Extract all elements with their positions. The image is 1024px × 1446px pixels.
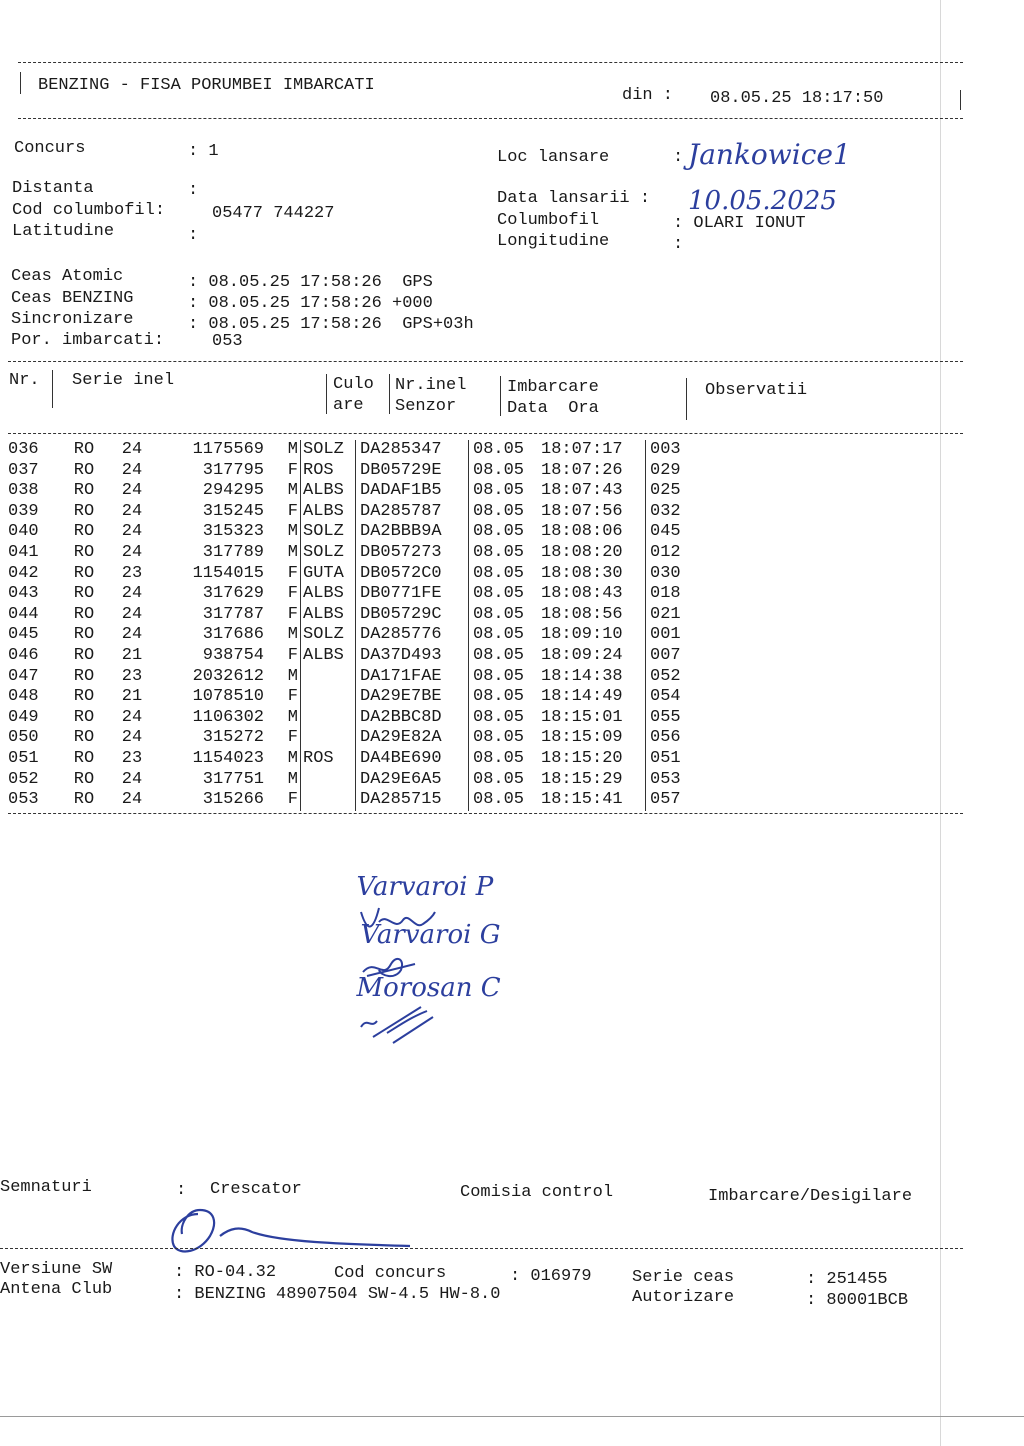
table-row <box>8 708 710 729</box>
columbofil-label: Columbofil <box>497 211 600 230</box>
cell-color: GUTA <box>301 564 356 585</box>
cell-sensor-id: DB05729E <box>356 461 469 482</box>
loc-lansare-colon: : <box>673 148 684 167</box>
cell-ring-year: 24 <box>121 542 143 562</box>
cell-observation: 003 <box>650 440 681 459</box>
serie-ceas-value: : 251455 <box>806 1270 888 1289</box>
cell-color: ALBS <box>301 646 356 667</box>
cell-sensor-id: DADAF1B5 <box>356 481 469 502</box>
header-left-bar <box>20 72 21 94</box>
cell-color <box>301 790 356 811</box>
signature-morosan-c: Morosan C <box>340 943 501 1047</box>
cell-sex: M <box>276 522 301 543</box>
antena-club-label: Antena Club <box>0 1280 113 1299</box>
cell-boarding-time: 18:15:41 <box>541 790 646 811</box>
cell-sensor-id: DA285715 <box>356 790 469 811</box>
col-header-nr-inel: Nr.inel <box>395 376 467 395</box>
cell-sensor-id: DA2BBB9A <box>356 522 469 543</box>
cell-boarding-date: 08.05 <box>473 501 525 521</box>
header-top-rule <box>18 62 963 63</box>
concurs-label: Concurs <box>14 139 86 158</box>
cell-boarding-date: 08.05 <box>473 481 525 501</box>
cell-row-number: 049 <box>8 707 39 727</box>
cell-ring-number: 317787 <box>202 604 264 624</box>
cell-sex: F <box>276 790 301 811</box>
cell-ring-number: 315272 <box>202 728 264 748</box>
cell-country-code: RO <box>73 563 95 583</box>
col-header-culo: Culo <box>333 375 374 394</box>
data-lansarii-label: Data lansarii : <box>497 189 651 208</box>
col-header-senzor: Senzor <box>395 397 457 416</box>
cell-observation: 057 <box>650 790 681 810</box>
cell-observation: 032 <box>650 501 681 521</box>
cell-ring-number: 315323 <box>202 522 264 542</box>
cell-ring-year: 24 <box>121 440 143 459</box>
cell-row-number: 038 <box>8 481 39 501</box>
cell-ring-number: 317789 <box>202 542 264 562</box>
distanta-colon: : <box>188 181 199 200</box>
cell-ring-number: 1154015 <box>192 563 264 583</box>
cell-country-code: RO <box>73 440 95 459</box>
cell-sensor-id: DB057273 <box>356 543 469 564</box>
latitudine-label: Latitudine <box>12 222 115 241</box>
cell-country-code: RO <box>73 707 95 727</box>
table-row <box>8 605 710 626</box>
cell-boarding-date: 08.05 <box>473 542 525 562</box>
table-row <box>8 584 710 605</box>
din-label: din : <box>622 86 674 105</box>
cell-country-code: RO <box>73 542 95 562</box>
cell-country-code: RO <box>73 460 95 480</box>
header-bottom-rule <box>18 118 963 119</box>
table-row <box>8 522 710 543</box>
cell-observation: 052 <box>650 666 681 686</box>
cell-row-number: 039 <box>8 501 39 521</box>
cell-observation: 029 <box>650 460 681 480</box>
cell-observation: 054 <box>650 687 681 707</box>
cell-country-code: RO <box>73 584 95 604</box>
cell-sensor-id: DB05729C <box>356 605 469 626</box>
cell-boarding-time: 18:07:43 <box>541 481 646 502</box>
din-value: 08.05.25 18:17:50 <box>710 89 884 108</box>
table-row <box>8 749 710 770</box>
cell-sex: M <box>276 625 301 646</box>
cell-sensor-id: DB0572C0 <box>356 564 469 585</box>
cell-color: ALBS <box>301 605 356 626</box>
cell-ring-number: 1175569 <box>192 440 264 459</box>
cell-boarding-date: 08.05 <box>473 625 525 645</box>
imbarcare-desigilare-label: Imbarcare/Desigilare <box>708 1187 913 1206</box>
cell-ring-number: 317629 <box>202 584 264 604</box>
cell-boarding-time: 18:08:43 <box>541 584 646 605</box>
cell-sex: M <box>276 770 301 791</box>
cell-ring-year: 21 <box>121 645 143 665</box>
cell-boarding-date: 08.05 <box>473 440 525 459</box>
col-divider <box>500 376 501 416</box>
longitudine-label: Longitudine <box>497 232 610 251</box>
cell-row-number: 051 <box>8 748 39 768</box>
table-row <box>8 667 710 688</box>
cell-sex: F <box>276 605 301 626</box>
cell-boarding-time: 18:07:17 <box>541 440 646 461</box>
cell-color: SOLZ <box>301 440 356 461</box>
cell-sex: F <box>276 584 301 605</box>
cell-boarding-time: 18:14:38 <box>541 667 646 688</box>
cell-sensor-id: DA37D493 <box>356 646 469 667</box>
cell-country-code: RO <box>73 728 95 748</box>
cell-observation: 018 <box>650 584 681 604</box>
cell-color <box>301 728 356 749</box>
cell-boarding-date: 08.05 <box>473 748 525 768</box>
cell-color: ALBS <box>301 502 356 523</box>
crescator-label: Crescator <box>210 1180 302 1199</box>
cell-ring-year: 23 <box>121 666 143 686</box>
cell-row-number: 045 <box>8 625 39 645</box>
cell-ring-year: 24 <box>121 625 143 645</box>
cell-ring-year: 24 <box>121 769 143 789</box>
cell-observation: 053 <box>650 769 681 789</box>
cell-sex: F <box>276 728 301 749</box>
table-row <box>8 502 710 523</box>
cell-boarding-date: 08.05 <box>473 707 525 727</box>
cell-sensor-id: DA29E82A <box>356 728 469 749</box>
cell-boarding-date: 08.05 <box>473 769 525 789</box>
table-row <box>8 481 710 502</box>
cod-concurs-label: Cod concurs <box>334 1264 447 1283</box>
cell-country-code: RO <box>73 625 95 645</box>
sincronizare-label: Sincronizare <box>11 310 134 329</box>
col-header-observatii: Observatii <box>705 381 808 400</box>
cell-country-code: RO <box>73 522 95 542</box>
cell-row-number: 042 <box>8 563 39 583</box>
cell-sex: F <box>276 646 301 667</box>
versiune-sw-label: Versiune SW <box>0 1260 113 1279</box>
footer-rule <box>0 1248 963 1249</box>
cell-boarding-date: 08.05 <box>473 687 525 707</box>
cell-row-number: 044 <box>8 604 39 624</box>
cell-observation: 056 <box>650 728 681 748</box>
cell-country-code: RO <box>73 604 95 624</box>
cell-row-number: 036 <box>8 440 39 459</box>
cell-ring-year: 24 <box>121 604 143 624</box>
cell-sensor-id: DA29E7BE <box>356 687 469 708</box>
cell-ring-number: 1078510 <box>192 687 264 707</box>
cod-concurs-value: : 016979 <box>510 1267 592 1286</box>
semnaturi-colon: : <box>176 1181 187 1200</box>
versiune-sw-value: : RO-04.32 <box>174 1263 277 1282</box>
cell-sensor-id: DA285787 <box>356 502 469 523</box>
cell-row-number: 040 <box>8 522 39 542</box>
crescator-signature <box>160 1200 430 1260</box>
autorizare-value: : 80001BCB <box>806 1291 909 1310</box>
table-row <box>8 728 710 749</box>
cell-sex: F <box>276 502 301 523</box>
table-header-rule <box>8 433 963 434</box>
table-row <box>8 564 710 585</box>
antena-club-value: : BENZING 48907504 SW-4.5 HW-8.0 <box>174 1285 501 1304</box>
cell-ring-number: 315245 <box>202 501 264 521</box>
longitudine-colon: : <box>673 235 684 254</box>
cell-sensor-id: DA285776 <box>356 625 469 646</box>
signature-varvaroi-p: Varvaroi P <box>340 842 493 936</box>
cell-color: SOLZ <box>301 522 356 543</box>
cell-sex: M <box>276 440 301 461</box>
serie-ceas-label: Serie ceas <box>632 1268 735 1287</box>
table-row <box>8 687 710 708</box>
cell-ring-year: 24 <box>121 481 143 501</box>
cell-observation: 030 <box>650 563 681 583</box>
col-header-imbarcare: Imbarcare <box>507 378 599 397</box>
cell-boarding-time: 18:08:30 <box>541 564 646 585</box>
cell-boarding-time: 18:07:26 <box>541 461 646 482</box>
comisia-control-label: Comisia control <box>460 1183 614 1202</box>
ceas-benzing-label: Ceas BENZING <box>11 289 134 308</box>
cell-observation: 021 <box>650 604 681 624</box>
document-title: BENZING - FISA PORUMBEI IMBARCATI <box>38 76 375 95</box>
cell-row-number: 046 <box>8 645 39 665</box>
page-bottom-edge <box>0 1416 1024 1417</box>
signature-varvaroi-g: Varvaroi G <box>344 890 500 984</box>
cell-sensor-id: DA2BBC8D <box>356 708 469 729</box>
cell-observation: 001 <box>650 625 681 645</box>
cell-ring-number: 2032612 <box>192 666 264 686</box>
cell-boarding-time: 18:15:20 <box>541 749 646 770</box>
cell-color <box>301 770 356 791</box>
col-divider <box>389 374 390 414</box>
cell-ring-year: 24 <box>121 790 143 810</box>
cell-boarding-date: 08.05 <box>473 790 525 810</box>
cell-sex: M <box>276 543 301 564</box>
cell-ring-year: 23 <box>121 748 143 768</box>
cell-country-code: RO <box>73 501 95 521</box>
cell-row-number: 043 <box>8 584 39 604</box>
table-row <box>8 440 710 461</box>
cell-sex: F <box>276 687 301 708</box>
cell-boarding-date: 08.05 <box>473 728 525 748</box>
concurs-value: : 1 <box>188 142 219 161</box>
cell-row-number: 041 <box>8 542 39 562</box>
cell-ring-number: 294295 <box>202 481 264 501</box>
col-divider <box>326 374 327 414</box>
cell-ring-year: 24 <box>121 707 143 727</box>
ceas-atomic-value: : 08.05.25 17:58:26 GPS <box>188 273 433 292</box>
table-row <box>8 646 710 667</box>
cell-observation: 045 <box>650 522 681 542</box>
cell-boarding-time: 18:09:10 <box>541 625 646 646</box>
table-row <box>8 770 710 791</box>
cell-color: SOLZ <box>301 543 356 564</box>
cell-boarding-date: 08.05 <box>473 584 525 604</box>
cell-ring-number: 1154023 <box>192 748 264 768</box>
cell-boarding-date: 08.05 <box>473 645 525 665</box>
col-divider <box>686 378 687 420</box>
cell-sex: M <box>276 708 301 729</box>
cell-country-code: RO <box>73 790 95 810</box>
ceas-atomic-label: Ceas Atomic <box>11 267 124 286</box>
cell-ring-year: 23 <box>121 563 143 583</box>
cell-observation: 025 <box>650 481 681 501</box>
cell-row-number: 052 <box>8 769 39 789</box>
cell-ring-number: 317686 <box>202 625 264 645</box>
cell-ring-number: 317795 <box>202 460 264 480</box>
table-top-rule <box>8 361 963 362</box>
cell-boarding-time: 18:09:24 <box>541 646 646 667</box>
table-row <box>8 543 710 564</box>
cell-country-code: RO <box>73 687 95 707</box>
cell-boarding-date: 08.05 <box>473 666 525 686</box>
data-lansarii-handwritten: 10.05.2025 <box>688 186 837 216</box>
cell-ring-year: 24 <box>121 522 143 542</box>
cell-country-code: RO <box>73 666 95 686</box>
pigeon-table <box>8 440 710 811</box>
cell-ring-year: 24 <box>121 460 143 480</box>
cell-sex: M <box>276 667 301 688</box>
col-header-data-ora: Data Ora <box>507 399 599 418</box>
cell-boarding-date: 08.05 <box>473 460 525 480</box>
cell-observation: 012 <box>650 542 681 562</box>
header-right-bar <box>960 90 961 110</box>
cell-row-number: 053 <box>8 790 39 810</box>
col-divider <box>52 370 53 408</box>
cod-columbofil-value: 05477 744227 <box>212 204 335 223</box>
cell-boarding-time: 18:07:56 <box>541 502 646 523</box>
cell-observation: 007 <box>650 645 681 665</box>
page-edge <box>940 0 941 1446</box>
cell-country-code: RO <box>73 481 95 501</box>
cell-sensor-id: DA285347 <box>356 440 469 461</box>
cell-boarding-time: 18:15:01 <box>541 708 646 729</box>
distanta-label: Distanta <box>12 179 94 198</box>
por-imbarcati-value: 053 <box>212 332 243 351</box>
cell-sensor-id: DA171FAE <box>356 667 469 688</box>
cell-row-number: 037 <box>8 460 39 480</box>
col-header-nr: Nr. <box>9 371 40 390</box>
ceas-benzing-value: : 08.05.25 17:58:26 +000 <box>188 294 433 313</box>
cell-color: ROS <box>301 749 356 770</box>
autorizare-label: Autorizare <box>632 1288 735 1307</box>
cod-columbofil-label: Cod columbofil: <box>12 201 166 220</box>
cell-boarding-time: 18:08:56 <box>541 605 646 626</box>
table-bottom-rule <box>8 813 963 814</box>
signature-scribble <box>357 1003 437 1047</box>
cell-boarding-time: 18:08:20 <box>541 543 646 564</box>
latitudine-colon: : <box>188 226 199 245</box>
sincronizare-value: : 08.05.25 17:58:26 GPS+03h <box>188 315 474 334</box>
cell-observation: 051 <box>650 748 681 768</box>
cell-sex: M <box>276 481 301 502</box>
cell-ring-number: 315266 <box>202 790 264 810</box>
cell-boarding-date: 08.05 <box>473 563 525 583</box>
cell-sensor-id: DB0771FE <box>356 584 469 605</box>
cell-row-number: 047 <box>8 666 39 686</box>
table-row <box>8 625 710 646</box>
cell-color: ALBS <box>301 481 356 502</box>
cell-sex: F <box>276 461 301 482</box>
cell-observation: 055 <box>650 707 681 727</box>
cell-ring-year: 24 <box>121 501 143 521</box>
cell-color: SOLZ <box>301 625 356 646</box>
table-row <box>8 461 710 482</box>
cell-sensor-id: DA4BE690 <box>356 749 469 770</box>
cell-country-code: RO <box>73 748 95 768</box>
cell-color: ALBS <box>301 584 356 605</box>
cell-color: ROS <box>301 461 356 482</box>
cell-boarding-date: 08.05 <box>473 604 525 624</box>
cell-country-code: RO <box>73 769 95 789</box>
loc-lansare-label: Loc lansare <box>497 148 610 167</box>
por-imbarcati-label: Por. imbarcati: <box>11 331 165 350</box>
table-row <box>8 790 710 811</box>
cell-ring-number: 938754 <box>202 645 264 665</box>
cell-boarding-date: 08.05 <box>473 522 525 542</box>
cell-sex: F <box>276 564 301 585</box>
cell-ring-year: 24 <box>121 584 143 604</box>
cell-boarding-time: 18:08:06 <box>541 522 646 543</box>
cell-row-number: 050 <box>8 728 39 748</box>
cell-row-number: 048 <box>8 687 39 707</box>
cell-color <box>301 687 356 708</box>
cell-country-code: RO <box>73 645 95 665</box>
columbofil-value: : OLARI IONUT <box>673 214 806 233</box>
cell-boarding-time: 18:15:09 <box>541 728 646 749</box>
cell-color <box>301 667 356 688</box>
cell-boarding-time: 18:15:29 <box>541 770 646 791</box>
cell-sensor-id: DA29E6A5 <box>356 770 469 791</box>
col-header-are: are <box>333 396 364 415</box>
col-header-serie-inel: Serie inel <box>72 371 175 390</box>
cell-ring-year: 21 <box>121 687 143 707</box>
semnaturi-label: Semnaturi <box>0 1178 92 1197</box>
cell-ring-number: 317751 <box>202 769 264 789</box>
cell-color <box>301 708 356 729</box>
cell-sex: M <box>276 749 301 770</box>
cell-ring-year: 24 <box>121 728 143 748</box>
cell-boarding-time: 18:14:49 <box>541 687 646 708</box>
loc-lansare-handwritten: Jankowice1 <box>688 138 851 171</box>
cell-ring-number: 1106302 <box>192 707 264 727</box>
